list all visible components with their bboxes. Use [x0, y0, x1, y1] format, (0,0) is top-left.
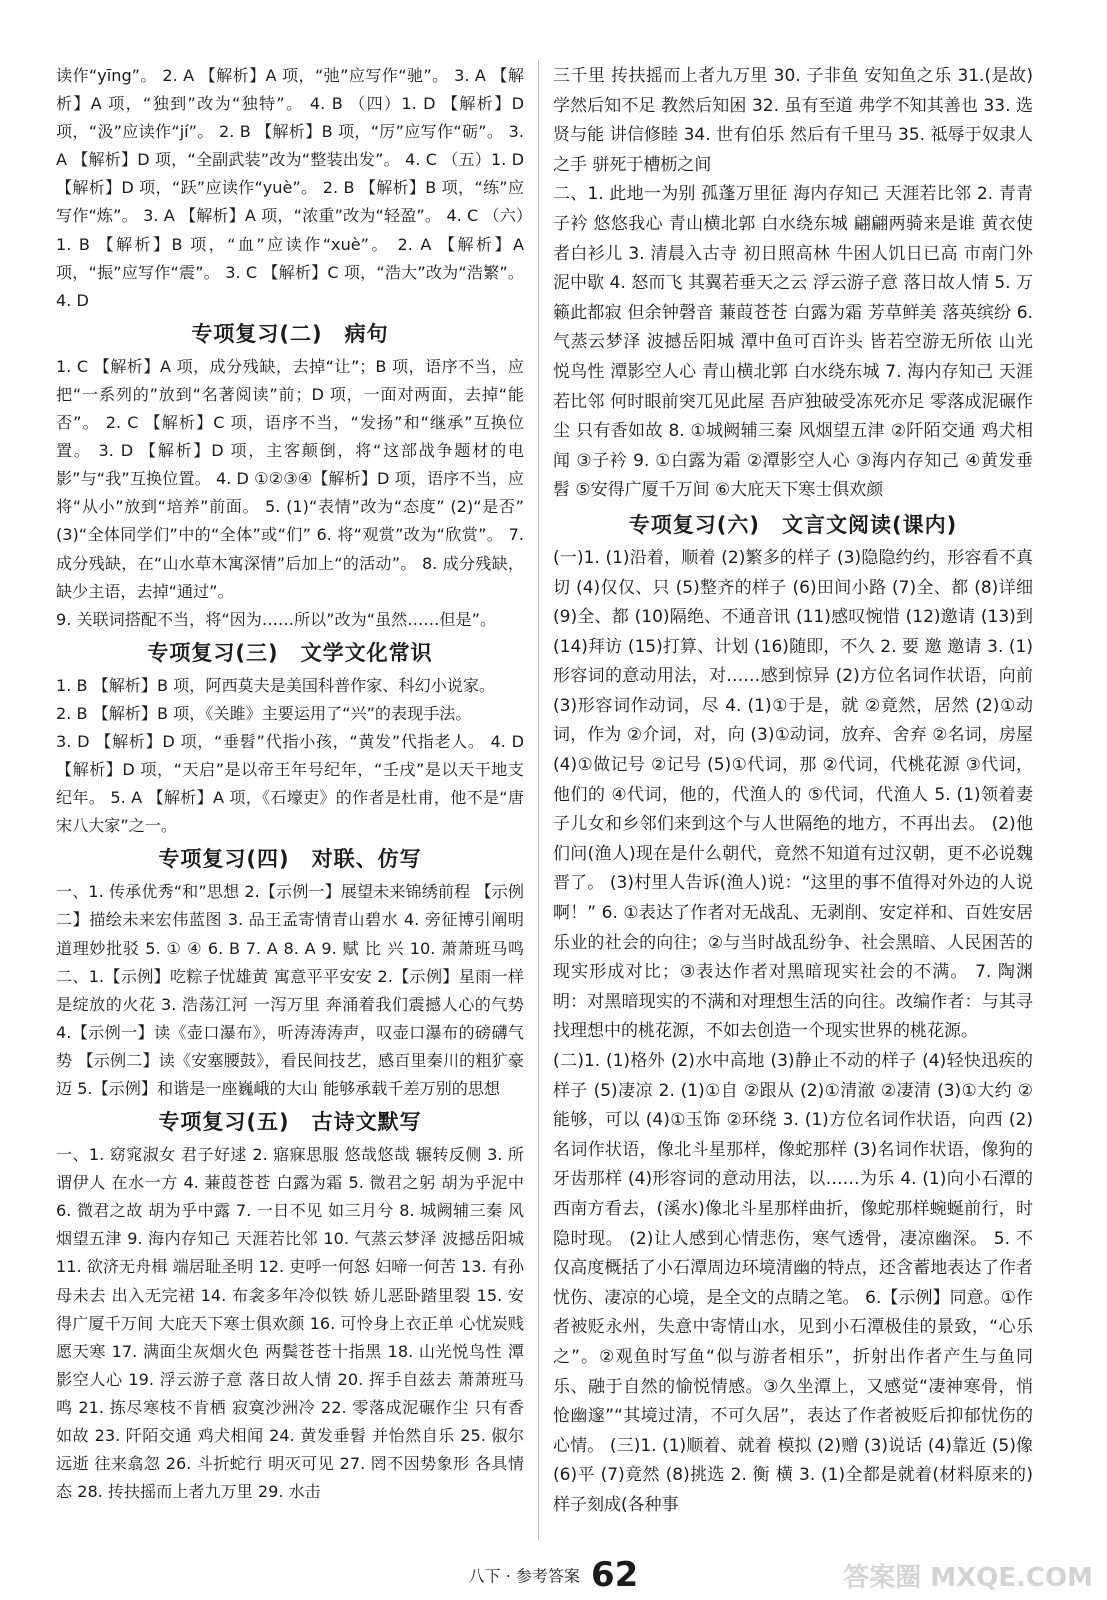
answer-paragraph: 读作“yīng”。 2. A 【解析】A 项，“弛”应写作“驰”。 3. A 【解析】A 项，“独到”改为“独特”。 4. B （四）1. D 【解析】D 项，“汲”应读作“jí”。 2. B 【解析】B 项，“厉”应写作“砺”。 3. A 【解析】D 项，“全副武装”改为“整装出发”。 4. C （五）1. D 【解析】D 项，“跃”应读作“yuè”。 2. B 【解析】B 项，“练”应写作“炼”。 3. A 【解析】A 项，“浓重”改为“轻盈”。 4. C （六）1. B 【解析】B 项，“血”应读作“xuè”。 2. A 【解析】A 项，“振”应写作“震”。 3. C 【解析】C 项，“浩大”改为“浩繁”。 4. D — [56, 66, 524, 310]
section-heading: 专项复习(三) 文学文化常识 — [147, 640, 433, 665]
answer-paragraph: 9. 关联词搭配不当，将“因为……所以”改为“虽然……但是”。 — [56, 609, 497, 629]
answer-paragraph: (二)1. (1)格外 (2)水中高地 (3)静止不动的样子 (4)轻快迅疾的样子 (5)凄凉 2. (1)①自 ②跟从 (2)①清澈 ②凄清 (3)①大约 ②能够，可以 (4)①玉饰 ②环绕 3. (1)方位名词作状语，向西 (2)名词作状语，像北斗星那样，像蛇那样 (3)名词作状语，像狗的牙齿那样 (4)形容词的意动用法，以……为乐 4. (1)向小石潭的西南方看去，(溪水)像北斗星那样曲折，像蛇那样蜿蜒前行，时隐时现。 (2)让人感到心情悲伤，寒气透骨，凄凉幽深。 5. 不仅高度概括了小石潭周边环境清幽的特点，还含蓄地表达了作者忧伤、凄凉的心境，是全文的点睛之笔。 6.【示例】同意。①作者被贬永州，失意中寄情山水，见到小石潭极佳的景致，“心乐之”。②观鱼时写鱼“似与游者相乐”，折射出作者产生与鱼同乐、融于自然的愉悦情感。③久坐潭上，又感觉“凄神寒骨，悄怆幽邃”“其境过清，不可久居”，表达了作者被贬后抑郁忧伤的心情。 (三)1. (1)顺着、就着 模拟 (2)赠 (3)说话 (4)靠近 (5)像 (6)平 (7)竟然 (8)挑选 2. 衡 横 3. (1)全都是就着(材料原来的)样子刻成(各种事 — [553, 1051, 1033, 1515]
section-heading: 专项复习(五) 古诗文默写 — [158, 1110, 422, 1135]
answer-paragraph: 一、1. 传承优秀“和”思想 2.【示例一】展望未来锦绣前程 【示例二】描绘未来宏伟蓝图 3. 品王孟寄情青山碧水 4. 旁征博引阐明道理妙批驳 5. ① ④ 6. B 7. A 8. A 9. 赋 比 兴 10. 萧萧班马鸣 二、1.【示例】吃粽子忧雄黄 寓意平平安安 2.【示例】星雨一样 是绽放的火花 3. 浩荡江河 一泻万里 奔涌着我们震撼人心的气势 4.【示例一】读《壶口瀑布》，听涛涛涛声，叹壶口瀑布的磅礴气势 【示例二】读《安塞腰鼓》，看民间技艺，感百里秦川的粗犷豪迈 5.【示例】和谐是一座巍峨的大山 能够承载千差万别的思想 — [56, 882, 524, 1098]
answer-paragraph: 3. D 【解析】D 项，“垂髫”代指小孩，“黄发”代指老人。 4. D 【解析】D 项，“天启”是以帝王年号纪年，“壬戌”是以天干地支纪年。 5. A 【解析】A 项，《石壕吏》的作者是杜甫，他不是“唐宋八大家”之一。 — [56, 731, 524, 836]
answer-paragraph: 1. B 【解析】B 项，阿西莫夫是美国科普作家、科幻小说家。 — [56, 675, 496, 695]
answer-paragraph: 一、1. 窈窕淑女 君子好逑 2. 寤寐思服 悠哉悠哉 辗转反侧 3. 所谓伊人 在水一方 4. 蒹葭苍苍 白露为霜 5. 微君之躬 胡为乎泥中 6. 微君之故 胡为乎中露 7. 一日不见 如三月兮 8. 城阙辅三秦 风烟望五津 9. 海内存知己 天涯若比邻 10. 气蒸云梦泽 波撼岳阳城 11. 欲济无舟楫 端居耻圣明 12. 吏呼一何怒 妇啼一何苦 13. 有孙母未去 出入无完裙 14. 布衾多年冷似铁 娇儿恶卧踏里裂 15. 安得广厦千万间 大庇天下寒士俱欢颜 16. 可怜身上衣正单 心忧炭贱愿天寒 17. 满面尘灰烟火色 两鬓苍苍十指黑 18. 山光悦鸟性 潭影空人心 19. 浮云游子意 落日故人情 20. 挥手自兹去 萧萧班马鸣 21. 拣尽寒枝不肯栖 寂寞沙洲冷 22. 零落成泥碾作尘 只有香如故 23. 阡陌交通 鸡犬相闻 24. 黄发垂髫 并怡然自乐 25. 俶尔远逝 往来翕忽 26. 斗折蛇行 明灭可见 27. 罔不因势象形 各具情态 28. 抟扶摇而上者九万里 29. 水击 — [56, 1145, 524, 1502]
footer-label: 八下 · 参考答案 — [468, 1566, 580, 1586]
answer-paragraph: (一)1. (1)沿着，顺着 (2)繁多的样子 (3)隐隐约约，形容看不真切 (4)仅仅、只 (5)整齐的样子 (6)田间小路 (7)全、都 (8)详细 (9)全、都 (10)隔绝、不通音讯 (11)感叹惋惜 (12)邀请 (13)到 (14)拜访 (15)打算、计划 (16)随即，不久 2. 要 邀 邀请 3. (1)形容词的意动用法，对……感到惊异 (2)方位名词作状语，向前 (3)形容词作动词，尽 4. (1)①于是，就 ②竟然，居然 (2)①动词，作为 ②介词，对，向 (3)①动词，放弃、舍弃 ②名词，房屋 (4)①做记号 ②记号 (5)①代词，那 ②代词，代桃花源 ③代词，他们的 ④代词，他的，代渔人的 ⑤代词，代渔人 5. (1)领着妻子儿女和乡邻们来到这个与人世隔绝的地方，不再出去。 (2)他们问(渔人)现在是什么朝代，竟然不知道有过汉朝，更不必说魏晋了。 (3)村里人告诉(渔人)说：“这里的事不值得对外边的人说啊！” 6. ①表达了作者对无战乱、无剥削、安定祥和、百姓安居乐业的社会的向往；②与当时战乱纷争、社会黑暗、人民困苦的现实形成对比；③表达作者对黑暗现实社会的不满。 7. 陶渊明：对黑暗现实的不满和对理想生活的向往。改编作者：与其寻找理想中的桃花源，不如去创造一个现实世界的桃花源。 — [553, 547, 1033, 1042]
left-column — [56, 62, 524, 1506]
watermark: 答案圈 MXQE.COM — [843, 1563, 1093, 1593]
column-divider — [538, 60, 539, 1540]
page-number: 62 — [591, 1555, 639, 1595]
answer-paragraph: 二、1. 此地一为别 孤蓬万里征 海内存知己 天涯若比邻 2. 青青子衿 悠悠我心 青山横北郭 白水绕东城 翩翩两骑来是谁 黄衣使者白衫儿 3. 清晨入古寺 初日照高林 牛困人饥日已高 市南门外泥中歇 4. 怒而飞 其翼若垂天之云 浮云游子意 落日故人情 5. 万籁此都寂 但余钟磬音 蒹葭苍苍 白露为霜 芳草鲜美 落英缤纷 6. 气蒸云梦泽 波撼岳阳城 潭中鱼可百许头 皆若空游无所依 山光悦鸟性 潭影空人心 青山横北郭 白水绕东城 7. 海内存知己 天涯若比邻 何时眼前突兀见此屋 吾庐独破受冻死亦足 零落成泥碾作尘 只有香如故 8. ①城阙辅三秦 风烟望五津 ②阡陌交通 鸡犬相闻 ③子衿 9. ①白露为霜 ②潭影空人心 ③海内存知己 ④黄发垂髫 ⑤安得广厦千万间 ⑥大庇天下寒士俱欢颜 — [553, 184, 1033, 501]
section-heading: 专项复习(二) 病句 — [191, 321, 389, 346]
answer-paragraph: 1. C 【解析】A 项，成分残缺，去掉“让”；B 项，语序不当，应把“一系列的”放到“名著阅读”前；D 项，一面对两面，去掉“能否”。 2. C 【解析】C 项，语序不当，“发扬”和“继承”互换位置。 3. D 【解析】D 项，主客颠倒，将“这部战争题材的电影”与“我”互换位置。 4. D ①②③④【解析】D 项，语序不当，应将“从小”放到“培养”前面。 5. (1)“表情”改为“态度” (2)“是否” (3)“全体同学们”中的“全体”或“们” 6. 将“观赏”改为“欣赏”。 7. 成分残缺，在“山水草木寓深情”后加上“的活动”。 8. 成分残缺，缺少主语，去掉“通过”。 — [56, 356, 524, 601]
answer-paragraph: 2. B 【解析】B 项，《关雎》主要运用了“兴”的表现手法。 — [56, 703, 472, 723]
section-heading: 专项复习(六) 文言文阅读(课内) — [628, 512, 958, 537]
section-heading: 专项复习(四) 对联、仿写 — [158, 847, 422, 872]
right-column — [553, 62, 1033, 1521]
answer-paragraph: 三千里 抟扶摇而上者九万里 30. 子非鱼 安知鱼之乐 31.(是故)学然后知不足 教然后知困 32. 虽有至道 弗学不知其善也 33. 选贤与能 讲信修睦 34. 世有伯乐 然后有千里马 35. 祗辱于奴隶人之手 骈死于槽枥之间 — [553, 66, 1033, 175]
